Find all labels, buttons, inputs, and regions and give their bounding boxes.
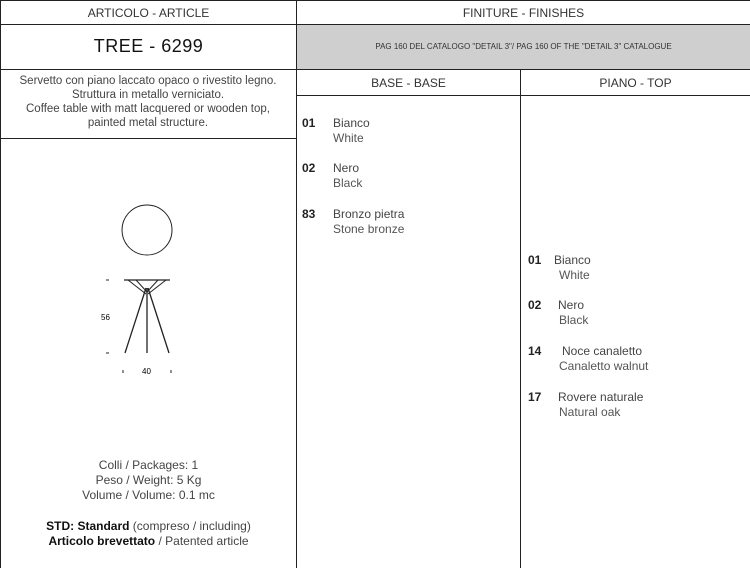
column-divider-finishes [520, 69, 521, 568]
finish-name-it: Bianco [554, 253, 591, 267]
catalog-reference-bar [297, 25, 750, 69]
packaging-info [1, 458, 296, 503]
finish-name-en: Natural oak [559, 405, 621, 419]
standard-line [1, 519, 296, 534]
finish-code: 17 [528, 390, 542, 404]
side-view-branch [148, 280, 166, 294]
standard-label: STD: Standard [46, 519, 130, 533]
finish-name-it: Bronzo pietra [333, 207, 405, 221]
patent-label: Articolo brevettato [48, 534, 156, 548]
finish-name-en: Stone bronze [333, 222, 405, 236]
finish-code: 01 [528, 253, 542, 267]
base-finish-item [302, 207, 512, 239]
packages-count: Colli / Packages: 1 [98, 458, 199, 472]
patent-line [1, 534, 296, 549]
finish-name-en: Black [559, 313, 589, 327]
description-it-line-1: Servetto con piano laccato opaco o rivestito legno. [19, 75, 277, 87]
divider-title [0, 69, 750, 70]
side-view-leg [125, 288, 146, 353]
product-drawing [90, 198, 200, 380]
divider-subheader [296, 95, 750, 96]
top-finish-item [528, 390, 743, 422]
finish-name-it: Bianco [333, 116, 370, 130]
finishes-header: FINITURE - FINISHES [462, 6, 585, 20]
catalog-reference: PAG 160 DEL CATALOGO "DETAIL 3"/ PAG 160 OF THE "DETAIL 3" CATALOGUE [375, 42, 672, 51]
finish-name-it: Nero [333, 161, 360, 175]
finish-name-it: Noce canaletto [562, 344, 643, 358]
finish-name-it: Nero [558, 298, 585, 312]
weight: Peso / Weight: 5 Kg [95, 473, 202, 487]
finish-code: 02 [528, 298, 542, 312]
finish-code: 02 [302, 161, 316, 175]
description-en-line-2: painted metal structure. [87, 117, 209, 129]
finish-name-en: Black [333, 176, 363, 190]
finish-code: 01 [302, 116, 316, 130]
patent-note: / Patented article [155, 534, 249, 548]
top-finish-item [528, 253, 743, 285]
article-header: ARTICOLO - ARTICLE [87, 6, 210, 20]
base-finish-item [302, 116, 512, 148]
divider-description [0, 138, 296, 139]
border-top [0, 0, 750, 1]
top-view-circle [122, 205, 172, 255]
side-view-leg [148, 288, 169, 353]
article-name: TREE - 6299 [93, 36, 204, 56]
finish-name-it: Rovere naturale [558, 390, 644, 404]
standard-note: (compreso / including) [129, 519, 251, 533]
article-description [2, 74, 294, 130]
volume: Volume / Volume: 0.1 mc [82, 488, 215, 502]
base-column-header: BASE - BASE [371, 76, 446, 90]
finish-code: 14 [528, 344, 542, 358]
finish-name-en: White [559, 268, 590, 282]
top-column-header: PIANO - TOP [599, 76, 672, 90]
description-en-line-1: Coffee table with matt lacquered or wooden top, [26, 103, 270, 115]
top-finish-item [528, 298, 743, 330]
finish-name-en: Canaletto walnut [559, 359, 649, 373]
top-finish-item [528, 344, 743, 376]
base-finish-item [302, 161, 512, 193]
finish-code: 83 [302, 207, 316, 221]
side-view-branch [128, 280, 146, 294]
width-dimension: 40 [142, 367, 151, 376]
height-dimension: 56 [101, 313, 110, 322]
finish-name-en: White [333, 131, 364, 145]
description-it-line-2: Struttura in metallo verniciato. [71, 89, 225, 101]
standard-info [1, 519, 296, 549]
